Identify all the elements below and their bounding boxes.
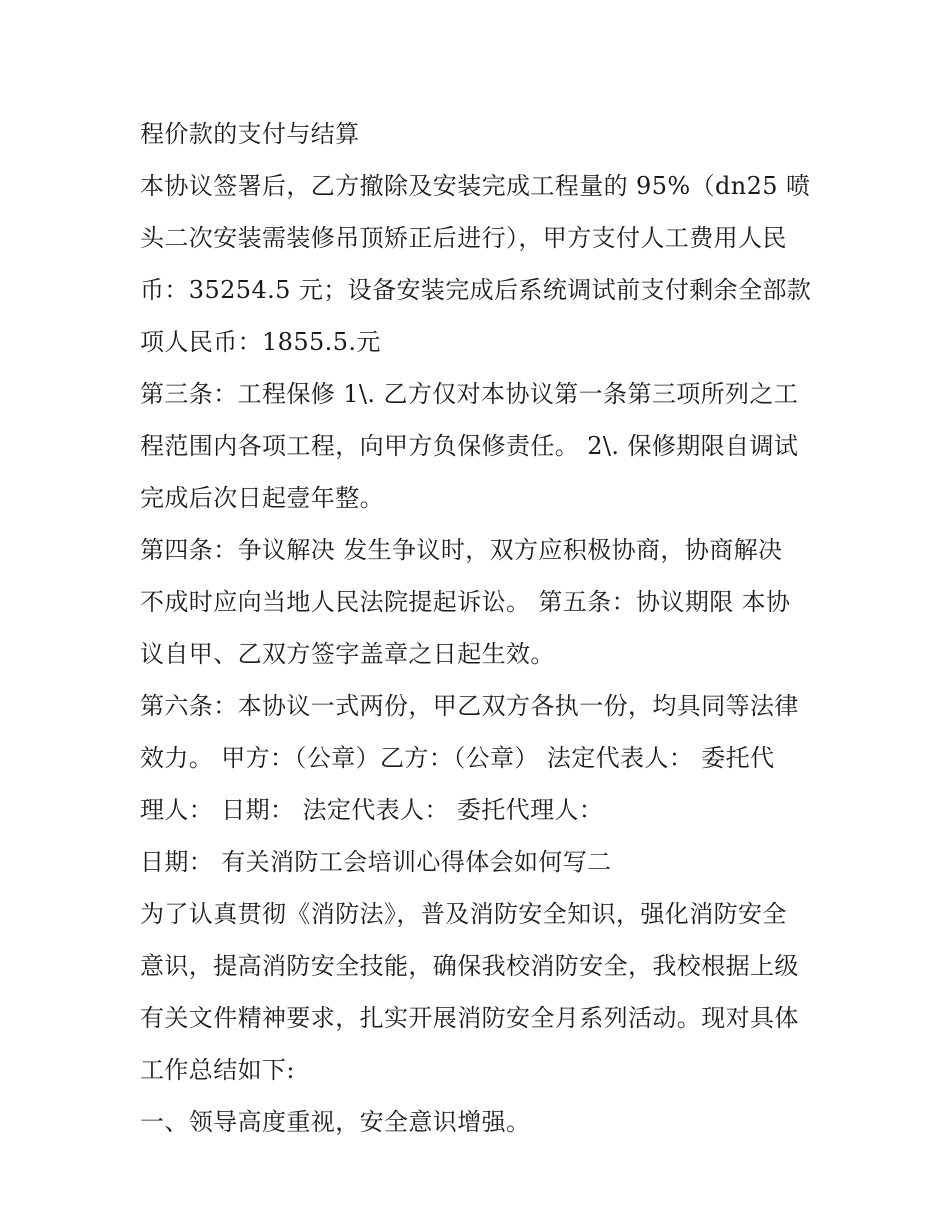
text-line: 本协议签署后，乙方撤除及安装完成工程量的 95%（dn25 喷 bbox=[140, 172, 811, 200]
text-line: 一、领导高度重视，安全意识增强。 bbox=[140, 1108, 531, 1136]
text-line: 理人： 日期： 法定代表人： 委托代理人： bbox=[140, 796, 604, 824]
text-line: 程范围内各项工程，向甲方负保修责任。 2\. 保修期限自调试 bbox=[140, 432, 799, 460]
text-line: 币：35254.5 元；设备安装完成后系统调试前支付剩余全部款 bbox=[140, 276, 812, 304]
text-line: 第六条：本协议一式两份，甲乙双方各执一份，均具同等法律 bbox=[140, 692, 799, 720]
text-line: 有关文件精神要求，扎实开展消防安全月系列活动。现对具体 bbox=[140, 1004, 799, 1032]
text-line: 议自甲、乙双方签字盖章之日起生效。 bbox=[140, 640, 555, 668]
text-line: 效力。 甲方：（公章）乙方：（公章） 法定代表人： 委托代 bbox=[140, 744, 775, 772]
text-line: 程价款的支付与结算 bbox=[140, 120, 360, 148]
text-line: 不成时应向当地人民法院提起诉讼。 第五条：协议期限 本协 bbox=[140, 588, 791, 616]
document-body bbox=[140, 108, 820, 1148]
text-line: 完成后次日起壹年整。 bbox=[140, 484, 384, 512]
text-line: 项人民币：1855.5.元 bbox=[140, 328, 381, 356]
text-line: 日期： 有关消防工会培训心得体会如何写二 bbox=[140, 848, 612, 876]
text-line: 工作总结如下: bbox=[140, 1056, 295, 1084]
text-line: 为了认真贯彻《消防法》，普及消防安全知识，强化消防安全 bbox=[140, 900, 787, 928]
text-line: 第四条：争议解决 发生争议时，双方应积极协商，协商解决 bbox=[140, 536, 783, 564]
text-line: 意识，提高消防安全技能，确保我校消防安全，我校根据上级 bbox=[140, 952, 799, 980]
text-line: 第三条：工程保修 1\. 乙方仅对本协议第一条第三项所列之工 bbox=[140, 380, 799, 408]
text-line: 头二次安装需装修吊顶矫正后进行），甲方支付人工费用人民 bbox=[140, 224, 787, 252]
